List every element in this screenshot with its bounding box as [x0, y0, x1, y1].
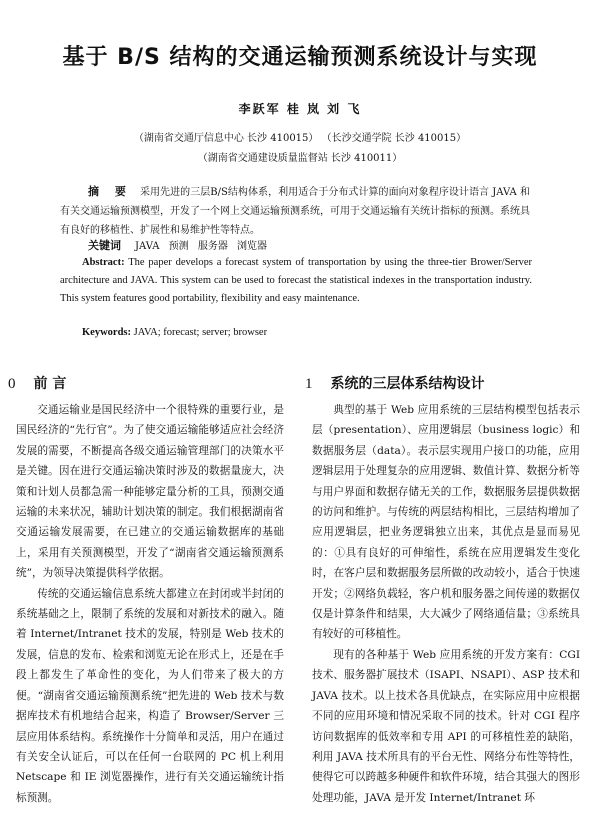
- column-right: [312, 400, 580, 808]
- keywords-cn-label: 关键词: [88, 239, 121, 252]
- keywords-cn-text: JAVA 预测 服务器 浏览器: [135, 241, 268, 252]
- section-heading-1: [305, 373, 485, 393]
- column-left: [16, 400, 284, 808]
- abstract-cn: [60, 182, 530, 240]
- section-title: 前 言: [33, 376, 67, 392]
- paragraph: 传统的交通运输信息系统大都建立在封闭或半封闭的系统基础之上，限制了系统的发展和对新技术的融入。随着 Internet/Intranet 技术的发展，特别是 Web 技术的发展，信息的发布、检索和浏览无论在形式上，还是在手段上都发生了革命性的变化，为人们带来了极大的方便。“湖南省交通运输预测系统”把先进的 Web 技术与数据库技术有机地结合起来，构造了 Browser/Server 三层应用体系结构。系统操作十分简单和灵活，用户在通过有关安全认证后，可以在任何一台联网的 PC 机上利用 Netscape 和 IE 浏览器操作，进行有关交通运输统计指标预测。: [16, 587, 284, 804]
- section-heading-0: [8, 373, 66, 393]
- keywords-en: [82, 327, 267, 338]
- abstract-cn-label: 摘 要: [88, 185, 132, 198]
- abstract-en: [60, 254, 532, 308]
- paragraph: 现有的各种基于 Web 应用系统的开发方案有：CGI 技术、服务器扩展技术（ISAPI、NSAPI）、ASP 技术和 JAVA 技术。以上技术各具优缺点，在实际应用中应根据不同的应用环境和情况采取不同的技术。针对 CGI 程序访问数据库的低效率和专用 API 的可移植性差的缺陷，利用 JAVA 技术所具有的平台无性、网络分布性等特性，使得它可以跨越多种硬件和软件环境，结合其强大的图形处理功能，JAVA 是开发 Internet/Intranet 环: [312, 648, 580, 804]
- section-number: 1: [305, 376, 313, 392]
- abstract-en-label: Abstract:: [82, 257, 125, 268]
- paragraph: 交通运输业是国民经济中一个很特殊的重要行业，是国民经济的“先行官”。为了使交通运输能够适应社会经济发展的需要，不断提高各级交通运输管理部门的决策水平是关键。因在进行交通运输决策时涉及的数据量庞大，决策和计划人员都急需一种能够定量分析的工具，预测交通运输的未来状况，辅助计划决策的制定。我们根据湖南省交通运输发展需要，在已建立的交通运输数据库的基础上，采用有关预测模型，开发了“湖南省交通运输预测系统”，为领导决策提供科学依据。: [16, 404, 284, 580]
- section-title: 系统的三层体系结构设计: [330, 376, 485, 392]
- paragraph: 典型的基于 Web 应用系统的三层结构模型包括表示层（presentation）、应用逻辑层（business logic）和数据服务层（data）。表示层实现用户接口的功能，应用逻辑层用于处理复杂的应用逻辑、数值计算、数据分析等与用户界面和数据存储无关的工作，数据服务层提供数据的访问和维护。与传统的两层结构相比，三层结构增加了应用逻辑层，把业务逻辑独立出来，其优点是显而易见的：①具有良好的可伸缩性，系统在应用逻辑发生变化时，在客户层和数据服务层所做的改动较小，适合于快速开发；②网络负载轻，客户机和服务器之间传递的数据仅仅是计算条件和结果，大大减少了网络通信量；③系统具有较好的可移植性。: [312, 404, 580, 641]
- affiliation-line-2: （湖南省交通建设质量监督站 长沙 410011）: [197, 153, 403, 164]
- affiliation-line-1: （湖南省交通厅信息中心 长沙 410015） （长沙交通学院 长沙 410015）: [133, 133, 467, 144]
- keywords-en-label: Keywords:: [82, 327, 131, 338]
- keywords-en-text: JAVA; forecast; server; browser: [133, 327, 268, 338]
- section-number: 0: [8, 376, 16, 392]
- abstract-cn-text: 采用先进的三层B/S结构体系，利用适合于分布式计算的面向对象程序设计语言 JAVA 和有关交通运输预测模型，开发了一个网上交通运输预测系统，可用于交通运输有关统计指标的预测。系统具有良好的移植性、扩展性和易维护性等特点。: [60, 187, 530, 236]
- keywords-cn: [88, 237, 267, 253]
- abstract-en-text: The paper develops a forecast system of transportation by using the three-tier Brower/Server architecture and JAVA. This system can be used to forecast the statistical indexes in the transportation industry. This system features good portability, flexibility and easy maintenance.: [60, 257, 532, 304]
- authors: 李跃军 桂 岚 刘 飞: [238, 102, 362, 116]
- paper-title: 基于 B/S 结构的交通运输预测系统设计与实现: [62, 45, 538, 70]
